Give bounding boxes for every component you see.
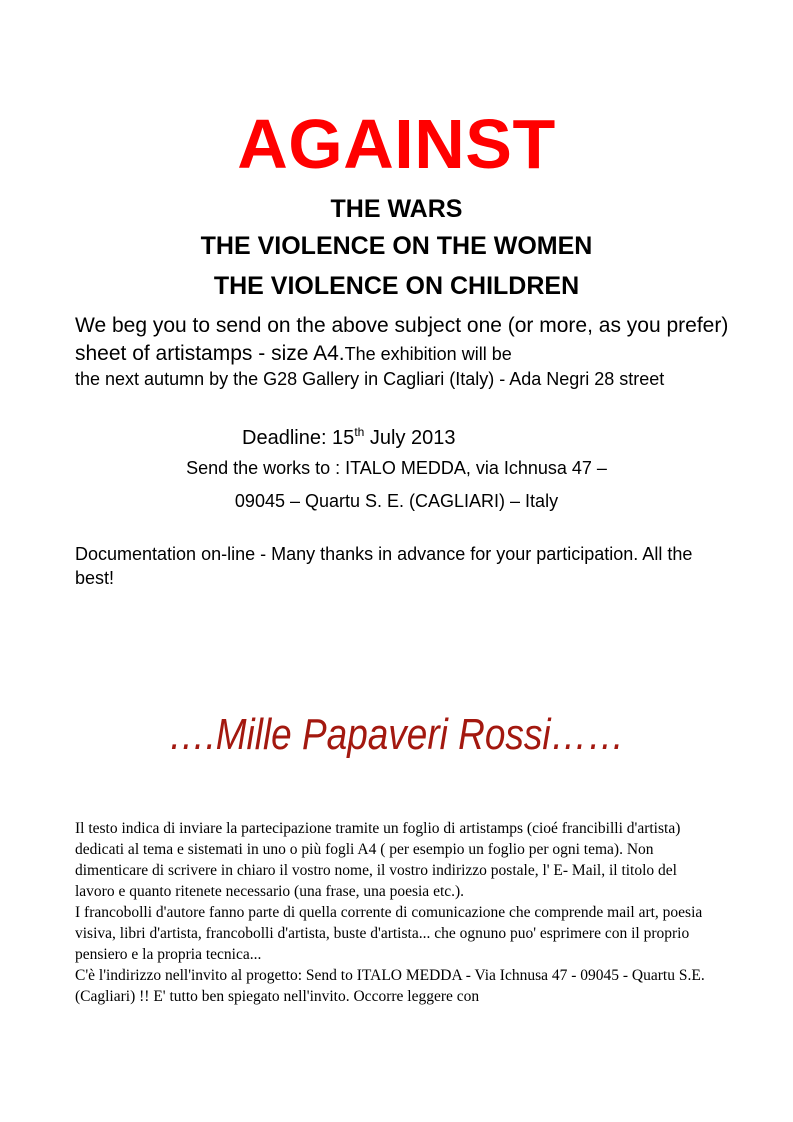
intro-paragraph [75, 312, 735, 368]
intro-tail-text: the next autumn by the G28 Gallery in Cagliari (Italy) - Ada Negri 28 street [75, 369, 665, 389]
subhead-violence-children: THE VIOLENCE ON CHILDREN [213, 272, 580, 300]
intro-small-text: The exhibition will be [344, 344, 512, 364]
deadline [242, 425, 456, 451]
italian-paragraph: C'è l'indirizzo nell'invito al progetto: Send to ITALO MEDDA - Via Ichnusa 47 - 09045 - Quartu S.E. (Cagliari) !! E' tutto ben spiegato nell'invito. Occorre leggere con [75, 967, 705, 1005]
intro-large-text: We beg you to send on the above subject one (or more, as you prefer) sheet of artistamps - size A4. [75, 314, 729, 365]
italian-paragraph: Il testo indica di inviare la partecipazione tramite un foglio di artistamps (cioé francibilli d'artista) dedicati al tema e sistemati in uno o più fogli A4 ( per esempio un foglio per ogni tema). Non dimenticare di scrivere in chiaro il vostro nome, il vostro indirizzo postale, l' E- Mail, il titolo del lavoro e quanto ritenete necessario (una frase, una poesia etc.). [75, 820, 681, 900]
italian-body [75, 818, 720, 1007]
deadline-suffix: July 2013 [364, 427, 456, 449]
send-address-line-1: Send the works to : ITALO MEDDA, via Ichnusa 47 – [186, 458, 607, 478]
headline: AGAINST [237, 105, 556, 183]
subhead-violence-women: THE VIOLENCE ON THE WOMEN [200, 232, 593, 260]
send-address-line-2: 09045 – Quartu S. E. (CAGLIARI) – Italy [234, 491, 559, 511]
subhead-wars: THE WARS [330, 195, 463, 223]
documentation-note: Documentation on-line - Many thanks in advance for your participation. All the best! [75, 544, 693, 588]
italian-paragraph: I francobolli d'autore fanno parte di quella corrente di comunicazione che comprende mail art, poesia visiva, libri d'artista, francobolli d'artista, buste d'artista... che ognuno puo' esprimere con il proprio pensiero e la propria tecnica... [75, 904, 703, 963]
poppies-title: ….Mille Papaveri Rossi…… [168, 710, 625, 759]
deadline-ordinal: th [354, 425, 365, 439]
deadline-prefix: Deadline: 15 [242, 427, 355, 449]
